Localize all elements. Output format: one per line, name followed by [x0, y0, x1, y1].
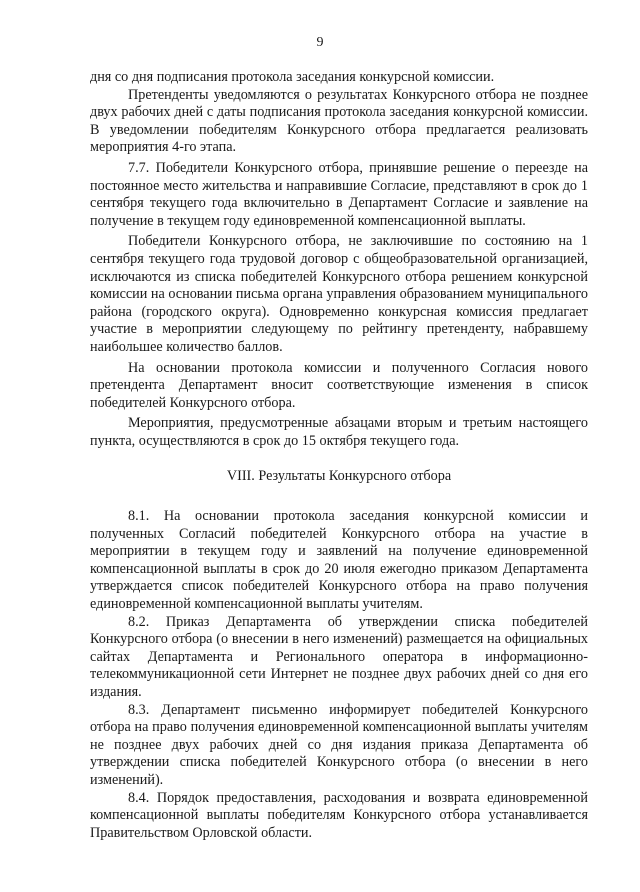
paragraph-8-2: 8.2. Приказ Департамента об утверждении списка победителей Конкурсного отбора (о внесении в него изменений) размещается на официальных сайтах Департамента и Регионального оператора в информационно-телекоммуникационной сети Интернет не позднее двух рабочих дней со дня его издания. — [90, 613, 588, 700]
paragraph-7-7: 7.7. Победители Конкурсного отбора, принявшие решение о переезде на постоянное место жительства и направившие Согласие, представляют в срок до 1 сентября текущего года включительно в Департамент Согласие и заявление на получение в текущем году единовременной компенсационной выплаты. — [90, 159, 588, 229]
paragraph-deadline: Мероприятия, предусмотренные абзацами вторым и третьим настоящего пункта, осуществляются в срок до 15 октября текущего года. — [90, 415, 588, 449]
page-number: 9 — [316, 35, 324, 50]
paragraph-8-1: 8.1. На основании протокола заседания конкурсной комиссии и полученных Согласий победителей Конкурсного отбора на участие в мероприятии в текущем году и заявлений на получение единовременной компенсационной выплаты в срок до 20 июля ежегодно приказом Департамента утверждается список победителей Конкурсного отбора на право получения единовременной компенсационной выплаты учителям. — [90, 508, 588, 613]
paragraph-8-4: 8.4. Порядок предоставления, расходования и возврата единовременной компенсационной выплаты победителям Конкурсного отбора устанавливается Правительством Орловской области. — [90, 789, 588, 841]
section-heading: VIII. Результаты Конкурсного отбора — [226, 468, 452, 485]
paragraph-8-3: 8.3. Департамент письменно информирует победителей Конкурсного отбора на право получения единовременной компенсационной выплаты учителям не позднее двух рабочих дней со дня издания приказа Департамента об утверждении списка победителей Конкурсного отбора (о внесении в него изменений). — [90, 701, 588, 788]
paragraph-continuation: дня со дня подписания протокола заседания конкурсной комиссии. — [90, 69, 495, 85]
document-body — [90, 69, 588, 842]
paragraph-list-changes: На основании протокола комиссии и полученного Согласия нового претендента Департамент вносит соответствующие изменения в список победителей Конкурсного отбора. — [90, 359, 588, 411]
paragraph-exclusion: Победители Конкурсного отбора, не заключившие по состоянию на 1 сентября текущего года трудовой договор с общеобразовательной организацией, исключаются из списка победителей Конкурсного отбора решением конкурсной комиссии на основании письма органа управления образованием муниципального района (городского округа). Одновременно конкурсная комиссия предлагает участие в мероприятии следующему по рейтингу претенденту, набравшему наибольшее количество баллов. — [90, 233, 588, 355]
paragraph-notification: Претенденты уведомляются о результатах Конкурсного отбора не позднее двух рабочих дней с даты подписания протокола заседания конкурсной комиссии. В уведомлении победителям Конкурсного отбора предлагается реализовать мероприятия 4-го этапа. — [90, 86, 588, 156]
